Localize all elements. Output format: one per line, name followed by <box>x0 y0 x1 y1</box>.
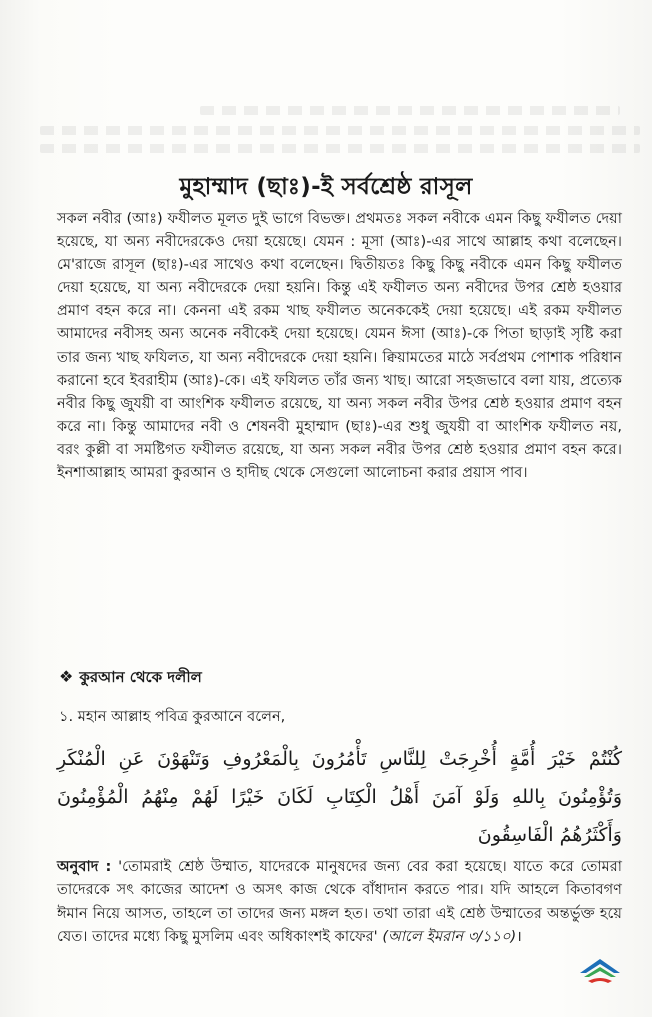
bleed-through-line <box>40 144 640 153</box>
bleed-through-line <box>40 126 640 135</box>
body-paragraph: সকল নবীর (আঃ) ফযীলত মূলত দুই ভাগে বিভক্ত। প্রথমতঃ সকল নবীকে এমন কিছু ফযীলত দেয়া হয়েছে, যা অন্য নবীদেরকেও দেয়া হয়েছে। যেমন : মূসা (আঃ)-এর সাথে আল্লাহ কথা বলেছেন। মে'রাজে রাসূল (ছাঃ)-এর সাথেও কথা বলেছেন। দ্বিতীয়তঃ কিছু কিছু নবীকে এমন কিছু ফযীলত দেয়া হয়েছে, যা অন্য নবীদেরকে দেয়া হয়নি। কিন্তু এই ফযীলত অন্য নবীদের উপর শ্রেষ্ঠ হওয়ার প্রমাণ বহন করে না। কেননা এই রকম খাছ ফযীলত অনেককেই দেয়া হয়েছে। এই রকম ফযীলত আমাদের নবীসহ অন্য অনেক নবীকেই দেয়া হয়েছে। যেমন ঈসা (আঃ)-কে পিতা ছাড়াই সৃষ্টি করা তার জন্য খাছ ফযিলত, যা অন্য নবীদেরকে দেয়া হয়নি। ক্বিয়ামতের মাঠে সর্বপ্রথম পোশাক পরিধান করানো হবে ইবরাহীম (আঃ)-কে। এই ফযিলত তাঁর জন্য খাছ। আরো সহজভাবে বলা যায়, প্রত্যেক নবীর কিছু জুযয়ী বা আংশিক ফযীলত রয়েছে, যা অন্য সকল নবীর উপর শ্রেষ্ঠ হওয়ার প্রমাণ বহন করে না। কিন্তু আমাদের নবী ও শেষনবী মুহাম্মাদ (ছাঃ)-এর শুধু জুযয়ী বা আংশিক ফযীলত নয়, বরং কুল্লী বা সমষ্টিগত ফযীলত রয়েছে, যা অন্য সকল নবীর উপর শ্রেষ্ঠ হওয়ার প্রমাণ বহন করে। ইনশাআল্লাহ আমরা কুরআন ও হাদীছ থেকে সেগুলো আলোচনা করার প্রয়াস পাব। <box>57 210 622 482</box>
section-heading-text: কুরআন থেকে দলীল <box>79 668 202 686</box>
translation-paragraph <box>57 855 622 948</box>
publisher-logo-icon <box>576 953 624 987</box>
translation-text: 'তোমরাই শ্রেষ্ঠ উম্মাত, যাদেরকে মানুষদের জন্য বের করা হয়েছে। যাতে করে তোমরা তাদেরকে সৎ কাজের আদেশ ও অসৎ কাজ থেকে বাঁধাদান করতে পার। যদি আহলে কিতাবগণ ঈমান নিয়ে আসত, তাহলে তা তাদের জন্য মঙ্গল হত। তথা তারা এই শ্রেষ্ঠ উম্মাতের অন্তর্ভুক্ত হয়ে যেত। তাদের মধ্যে কিছু মুসলিম এবং অধিকাংশই কাফের' <box>57 858 622 945</box>
list-item-1: ১. মহান আল্লাহ পবিত্র কুরআনে বলেন, <box>59 708 286 725</box>
citation-end: । <box>516 927 522 945</box>
diamond-icon: ❖ <box>59 667 74 686</box>
citation: (আলে ইমরান ৩/১১০) <box>382 927 517 945</box>
section-heading <box>59 666 202 691</box>
translation-label: অনুবাদ : <box>57 858 112 875</box>
arabic-verse: كُنْتُمْ خَيْرَ أُمَّةٍ أُخْرِجَتْ لِلنَّاسِ تَأْمُرُونَ بِالْمَعْرُوفِ وَتَنْهَوْنَ عَنِ الْمُنْكَرِ وَتُؤْمِنُونَ بِاللهِ وَلَوْ آمَنَ أَهْلُ الْكِتَابِ لَكَانَ خَيْرًا لَهُمْ مِنْهُمُ الْمُؤْمِنُونَ وَأَكْثَرُهُمُ الْفَاسِقُونَ <box>57 748 622 846</box>
page-title: মুহাম্মাদ (ছাঃ)-ই সর্বশ্রেষ্ঠ রাসূল <box>179 174 473 200</box>
bleed-through-line <box>200 106 620 115</box>
